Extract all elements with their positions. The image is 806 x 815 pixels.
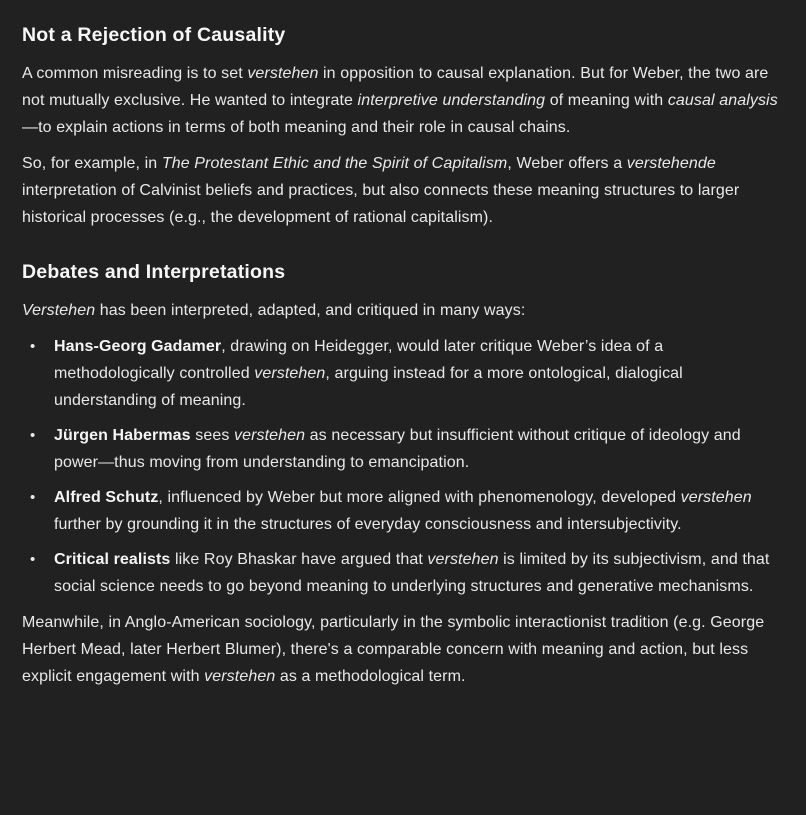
italic-text-segment: causal analysis [667,92,778,109]
italic-text-segment: verstehen [680,489,752,506]
italic-text-segment: Verstehen [22,302,96,319]
list-item-critical-realists: • Critical realists like Roy Bhaskar have argued that verstehen is limited by its subjectivism, and that social science needs to go beyond meaning to underlying structures and generative mechanisms. [22,546,784,600]
list-item-habermas: • Jürgen Habermas sees verstehen as necessary but insufficient without critique of ideology and power—thus moving from understanding to emancipation. [22,422,784,476]
italic-text-segment: verstehen [254,365,326,382]
bold-text-segment: Alfred Schutz [54,489,159,506]
list-item-gadamer: • Hans-Georg Gadamer, drawing on Heidegger, would later critique Weber’s idea of a methodologically controlled verstehen, arguing instead for a more ontological, dialogical understanding of meaning. [22,333,784,414]
paragraph-anglo-american-sociology: Meanwhile, in Anglo-American sociology, particularly in the symbolic interactionist tradition (e.g. George Herbert Mead, later Herbert Blumer), there's a comparable concern with meaning and action, but less explicit engagement with verstehen as a methodological term. [22,614,765,685]
italic-text-segment: verstehen [427,551,499,568]
bold-text-segment: Jürgen Habermas [54,427,191,444]
italic-text-segment: interpretive understanding [357,92,546,109]
bold-text-segment: Critical realists [54,551,171,568]
section-heading-debates-and-interpretations: Debates and Interpretations [22,261,286,283]
italic-text-segment: verstehen [233,427,306,444]
document-body [0,22,806,723]
bold-text-segment: Hans-Georg Gadamer [54,338,222,355]
italic-text-segment: verstehen [247,65,319,82]
paragraph-verstehen-interpreted: Verstehen has been interpreted, adapted, and critiqued in many ways: [22,302,526,319]
paragraph-common-misreading: A common misreading is to set verstehen in opposition to causal explanation. But for Weber, the two are not mutually exclusive. He wanted to integrate interpretive understanding of meaning with causal analysis—to explain actions in terms of both meaning and their role in causal chains. [22,65,778,136]
italic-text-segment: verstehen [204,668,276,685]
italic-text-segment: The Protestant Ethic and the Spirit of Capitalism [161,155,508,172]
paragraph-protestant-ethic-example: So, for example, in The Protestant Ethic and the Spirit of Capitalism, Weber offers a verstehende interpretation of Calvinist beliefs and practices, but also connects these meaning structures to larger historical processes (e.g., the development of rational capitalism). [22,155,740,226]
interpretations-list [22,333,784,600]
section-heading-not-a-rejection-of-causality: Not a Rejection of Causality [22,24,286,46]
list-item-schutz: • Alfred Schutz, influenced by Weber but more aligned with phenomenology, developed verstehen further by grounding it in the structures of everyday consciousness and intersubjectivity. [22,484,784,538]
italic-text-segment: verstehende [626,155,716,172]
